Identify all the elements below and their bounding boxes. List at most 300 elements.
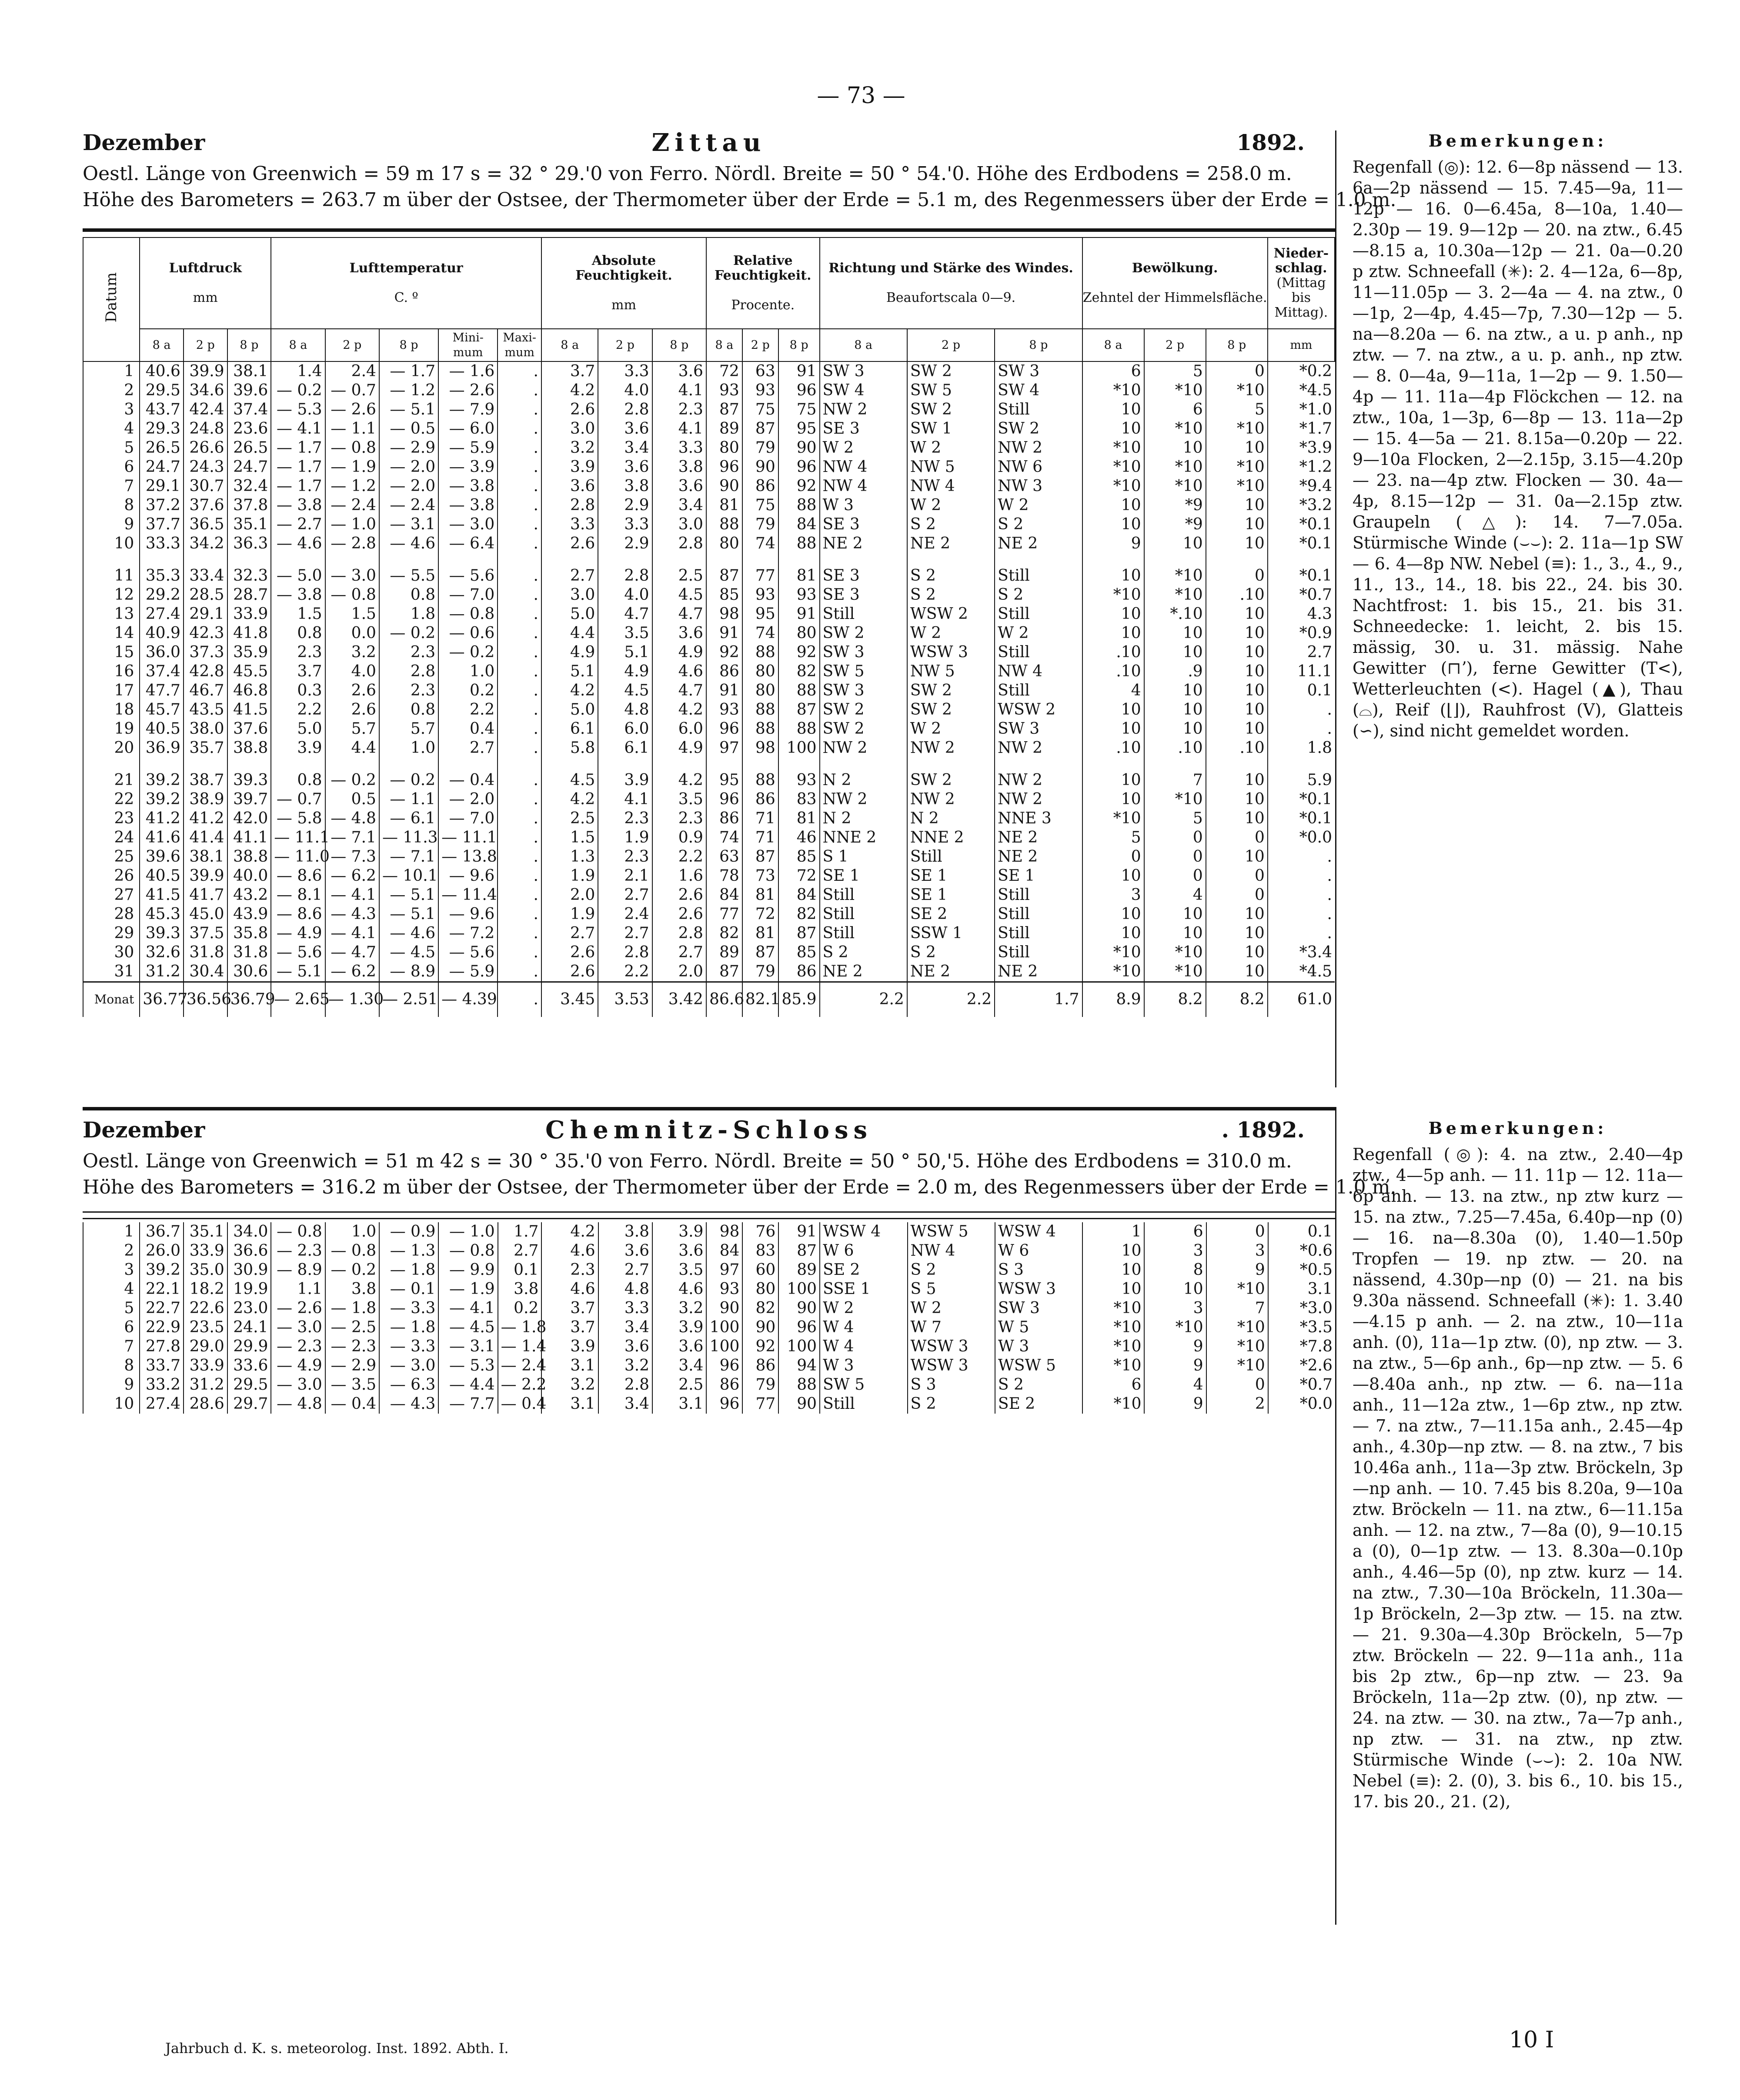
- table-cell: 10: [1082, 419, 1144, 438]
- table-cell: W 2: [907, 496, 995, 515]
- table-cell: .: [1268, 700, 1335, 719]
- table-cell: — 3.1: [379, 515, 438, 534]
- table-cell: 29.7: [227, 1394, 271, 1414]
- table-cell: 3.8: [498, 1280, 542, 1299]
- table-cell: 3.2: [541, 1375, 598, 1394]
- table-cell: *3.9: [1268, 438, 1335, 458]
- table-cell: 88: [742, 700, 778, 719]
- table-cell: 86: [706, 662, 742, 681]
- table-cell: *0.9: [1268, 624, 1335, 643]
- table-cell: 2.3: [379, 643, 438, 662]
- table-cell: *10: [1082, 458, 1144, 477]
- table-cell: .: [498, 905, 541, 924]
- table-cell: *2.6: [1268, 1356, 1335, 1375]
- table-cell: 1.5: [271, 605, 325, 624]
- table-cell: 0.2: [438, 681, 498, 700]
- table-cell: 24.3: [184, 458, 227, 477]
- page-number: — 73 —: [817, 83, 905, 109]
- table-cell: — 13.8: [438, 847, 498, 866]
- table-cell: 1: [83, 361, 140, 381]
- table-cell: 4.4: [325, 739, 379, 758]
- table-cell: 10: [1082, 866, 1144, 886]
- table-cell: — 4.39: [438, 982, 498, 1017]
- table-cell: 82: [778, 662, 820, 681]
- table-cell: 5: [1206, 400, 1268, 419]
- table-cell: 28: [83, 905, 140, 924]
- table-cell: 98: [742, 739, 778, 758]
- table-cell: 4: [83, 1280, 140, 1299]
- table-cell: — 9.6: [438, 905, 498, 924]
- sub-minimum: Mini-mum: [438, 329, 498, 361]
- table-cell: 10: [1082, 605, 1144, 624]
- table-cell: .: [1268, 905, 1335, 924]
- table-cell: 98: [706, 1222, 742, 1241]
- table-cell: 1: [1082, 1222, 1144, 1241]
- table-cell: — 1.2: [325, 477, 379, 496]
- table-cell: 1.3: [541, 847, 598, 866]
- table-cell: NW 2: [820, 400, 907, 419]
- table-cell: *0.0: [1268, 1394, 1335, 1414]
- table-cell: *9.4: [1268, 477, 1335, 496]
- table-cell: 2.0: [652, 962, 706, 982]
- table-cell: 3.8: [598, 477, 652, 496]
- table-cell: — 2.2: [498, 1375, 542, 1394]
- zittau-header: [83, 128, 1396, 213]
- table-cell: 2.3: [379, 681, 438, 700]
- table-cell: 39.3: [227, 771, 271, 790]
- table-cell: *9: [1144, 496, 1206, 515]
- table-cell: 90: [778, 1394, 820, 1414]
- table-cell: 43.9: [227, 905, 271, 924]
- table-cell: — 2.8: [325, 534, 379, 553]
- table-cell: Still: [995, 886, 1082, 905]
- table-row: [83, 662, 1335, 681]
- chemnitz-heights-line: Höhe des Barometers = 316.2 m über der Ostsee, der Thermometer über der Erde = 2.0 m, des Regenmessers über der Erde = 1.0 m.: [83, 1176, 1396, 1198]
- col-luftdruck: Luftdruck mm: [140, 237, 271, 329]
- table-cell: 10: [1206, 771, 1268, 790]
- table-cell: 5: [1144, 809, 1206, 828]
- table-cell: 10: [1144, 905, 1206, 924]
- table-cell: 4: [1144, 886, 1206, 905]
- table-cell: 86: [706, 1375, 742, 1394]
- table-cell: — 1.8: [379, 1318, 438, 1337]
- table-cell: 79: [742, 515, 778, 534]
- table-cell: 80: [742, 1280, 778, 1299]
- table-cell: — 2.9: [379, 438, 438, 458]
- table-cell: 4.2: [541, 790, 598, 809]
- table-cell: 35.1: [184, 1222, 227, 1241]
- table-cell: — 0.2: [325, 1261, 379, 1280]
- table-cell: — 1.7: [379, 361, 438, 381]
- table-cell: — 7.1: [379, 847, 438, 866]
- table-cell: 87: [706, 566, 742, 585]
- table-cell: SW 3: [995, 361, 1082, 381]
- table-row: [83, 605, 1335, 624]
- table-row: [83, 400, 1335, 419]
- table-cell: — 3.9: [438, 458, 498, 477]
- table-cell: 9: [83, 515, 140, 534]
- table-cell: — 0.4: [498, 1394, 542, 1414]
- table-cell: — 5.8: [271, 809, 325, 828]
- table-cell: W 2: [820, 438, 907, 458]
- table-cell: 24.7: [227, 458, 271, 477]
- table-cell: SW 2: [820, 719, 907, 739]
- table-cell: SW 5: [820, 1375, 907, 1394]
- table-cell: *4.5: [1268, 962, 1335, 982]
- table-cell: 4.2: [541, 381, 598, 400]
- table-cell: — 1.8: [325, 1299, 379, 1318]
- chemnitz-remarks-title: Bemerkungen:: [1428, 1118, 1607, 1138]
- table-cell: 40.6: [140, 361, 184, 381]
- table-cell: 36.5: [184, 515, 227, 534]
- table-cell: — 1.8: [498, 1318, 542, 1337]
- table-cell: WSW 5: [908, 1222, 995, 1241]
- table-cell: 4: [1082, 681, 1144, 700]
- monthly-mean-row: [83, 982, 1335, 1017]
- col-bewoelkung: Bewölkung. Zehntel der Himmelsfläche.: [1082, 237, 1268, 329]
- table-cell: Still: [820, 605, 907, 624]
- table-cell: WSW 5: [995, 1356, 1082, 1375]
- table-cell: 3.9: [598, 771, 652, 790]
- table-cell: — 4.1: [438, 1299, 498, 1318]
- table-cell: — 5.5: [379, 566, 438, 585]
- table-cell: .: [498, 866, 541, 886]
- table-cell: — 9.9: [438, 1261, 498, 1280]
- table-cell: W 3: [820, 1356, 907, 1375]
- table-cell: *10: [1206, 1356, 1268, 1375]
- table-cell: 7: [1206, 1299, 1268, 1318]
- table-cell: 6.1: [598, 739, 652, 758]
- table-cell: 2.6: [541, 962, 598, 982]
- table-cell: SW 3: [820, 681, 907, 700]
- table-cell: 3.6: [598, 1337, 652, 1356]
- table-cell: — 11.4: [438, 886, 498, 905]
- table-cell: SE 2: [820, 1261, 907, 1280]
- table-cell: 83: [778, 790, 820, 809]
- table-cell: 2.1: [598, 866, 652, 886]
- table-cell: — 0.8: [271, 1222, 325, 1241]
- table-cell: 0.4: [438, 719, 498, 739]
- table-cell: 100: [778, 1337, 820, 1356]
- sub-8a: 8 a: [271, 329, 325, 361]
- zittau-location-line: Oestl. Länge von Greenwich = 59 m 17 s = 32 ° 29.'0 von Ferro. Nördl. Breite = 50 ° 54.'0. Höhe des Erdbodens = 258.0 m.: [83, 163, 1292, 185]
- table-cell: — 2.51: [379, 982, 438, 1017]
- table-cell: 17: [83, 681, 140, 700]
- table-cell: 4.8: [598, 700, 652, 719]
- table-cell: 100: [706, 1337, 742, 1356]
- table-cell: SW 2: [907, 400, 995, 419]
- table-cell: 63: [742, 361, 778, 381]
- table-cell: 4.5: [652, 585, 706, 605]
- table-cell: 3.2: [598, 1356, 652, 1375]
- table-cell: 33.3: [140, 534, 184, 553]
- table-cell: 37.6: [227, 719, 271, 739]
- table-cell: S 2: [907, 943, 995, 962]
- table-cell: 91: [778, 361, 820, 381]
- table-cell: 86: [706, 809, 742, 828]
- table-cell: 0: [1144, 847, 1206, 866]
- table-cell: — 4.7: [325, 943, 379, 962]
- table-cell: 7: [83, 1337, 140, 1356]
- table-cell: 22.9: [140, 1318, 184, 1337]
- chemnitz-rule: [83, 1211, 1335, 1213]
- table-cell: S 1: [820, 847, 907, 866]
- table-cell: 35.9: [227, 643, 271, 662]
- table-cell: SW 4: [995, 381, 1082, 400]
- table-cell: 60: [742, 1261, 778, 1280]
- table-cell: — 0.4: [438, 771, 498, 790]
- table-cell: NW 2: [820, 790, 907, 809]
- table-cell: — 1.1: [325, 419, 379, 438]
- table-cell: 0.8: [379, 585, 438, 605]
- table-cell: 15: [83, 643, 140, 662]
- table-cell: 3.4: [652, 496, 706, 515]
- chemnitz-location-line: Oestl. Länge von Greenwich = 51 m 42 s = 30 ° 35.'0 von Ferro. Nördl. Breite = 50 ° 50,'5. Höhe des Erdbodens = 310.0 m.: [83, 1150, 1292, 1172]
- table-cell: 45.3: [140, 905, 184, 924]
- table-cell: *0.7: [1268, 1375, 1335, 1394]
- table-cell: SE 1: [907, 866, 995, 886]
- table-row: [83, 739, 1335, 758]
- table-cell: SW 4: [820, 381, 907, 400]
- table-cell: — 1.4: [498, 1337, 542, 1356]
- table-cell: 2.3: [598, 809, 652, 828]
- table-cell: 79: [742, 438, 778, 458]
- table-cell: 85: [706, 585, 742, 605]
- table-cell: 87: [778, 1241, 820, 1261]
- table-cell: 46.7: [184, 681, 227, 700]
- col-lufttemperatur: Lufttemperatur C. º: [271, 237, 541, 329]
- chemnitz-month: Dezember: [83, 1117, 205, 1143]
- table-cell: 40.5: [140, 866, 184, 886]
- table-cell: 2.7: [498, 1241, 542, 1261]
- table-cell: 82: [778, 905, 820, 924]
- table-cell: 96: [778, 1318, 820, 1337]
- table-cell: Still: [995, 643, 1082, 662]
- table-cell: 88: [778, 496, 820, 515]
- table-row: [83, 1261, 1335, 1280]
- table-cell: 6: [83, 458, 140, 477]
- table-cell: NNE 2: [907, 828, 995, 847]
- table-cell: 81: [778, 809, 820, 828]
- table-cell: SE 3: [820, 585, 907, 605]
- table-cell: 87: [742, 943, 778, 962]
- table-cell: 24.7: [140, 458, 184, 477]
- table-cell: 10: [1206, 847, 1268, 866]
- table-cell: 87: [742, 847, 778, 866]
- table-cell: 80: [706, 438, 742, 458]
- sheet-signature: 10 I: [1509, 2027, 1554, 2053]
- sub-8p: 8 p: [778, 329, 820, 361]
- table-cell: 9: [1206, 1261, 1268, 1280]
- table-cell: NW 2: [995, 438, 1082, 458]
- table-cell: NE 2: [907, 962, 995, 982]
- table-cell: 26: [83, 866, 140, 886]
- table-cell: NE 2: [820, 534, 907, 553]
- table-cell: 10: [1206, 643, 1268, 662]
- table-cell: 4.5: [541, 771, 598, 790]
- table-row: [83, 1318, 1335, 1337]
- table-cell: 0: [1206, 1375, 1268, 1394]
- table-cell: *10: [1144, 790, 1206, 809]
- table-cell: 93: [706, 381, 742, 400]
- table-row: [83, 515, 1335, 534]
- table-cell: 10: [1206, 700, 1268, 719]
- table-cell: 4: [83, 419, 140, 438]
- table-cell: 2.4: [325, 361, 379, 381]
- table-cell: 93: [778, 771, 820, 790]
- sub-2p: 2 p: [598, 329, 652, 361]
- table-cell: 1: [83, 1222, 140, 1241]
- table-cell: — 6.2: [325, 866, 379, 886]
- table-cell: — 6.2: [325, 962, 379, 982]
- table-cell: *0.5: [1268, 1261, 1335, 1280]
- table-cell: — 2.4: [379, 496, 438, 515]
- table-cell: 84: [706, 886, 742, 905]
- table-cell: 41.2: [184, 809, 227, 828]
- table-cell: .: [1268, 886, 1335, 905]
- table-cell: 10: [83, 1394, 140, 1414]
- table-cell: 8.2: [1206, 982, 1268, 1017]
- table-cell: 10: [1144, 924, 1206, 943]
- table-cell: 5.1: [598, 643, 652, 662]
- table-cell: 10: [1206, 905, 1268, 924]
- table-cell: 84: [706, 1241, 742, 1261]
- table-cell: — 2.7: [271, 515, 325, 534]
- table-cell: 92: [742, 1337, 778, 1356]
- table-cell: 39.9: [184, 866, 227, 886]
- table-cell: SE 1: [820, 866, 907, 886]
- table-row: [83, 585, 1335, 605]
- table-cell: — 7.3: [325, 847, 379, 866]
- table-cell: 8.2: [1144, 982, 1206, 1017]
- table-cell: .: [498, 886, 541, 905]
- table-cell: 72: [778, 866, 820, 886]
- table-cell: — 5.9: [438, 962, 498, 982]
- table-cell: 37.6: [184, 496, 227, 515]
- table-cell: 98: [706, 605, 742, 624]
- table-cell: — 0.4: [325, 1394, 379, 1414]
- table-cell: 10: [1206, 924, 1268, 943]
- table-cell: *10: [1082, 943, 1144, 962]
- table-cell: — 7.2: [438, 924, 498, 943]
- table-cell: 2.7: [1268, 643, 1335, 662]
- table-cell: — 0.2: [379, 624, 438, 643]
- table-cell: — 5.1: [271, 962, 325, 982]
- zittau-station: Zittau: [651, 128, 766, 157]
- row-spacer: [83, 758, 1335, 771]
- table-cell: *10: [1206, 1280, 1268, 1299]
- table-cell: 4.5: [598, 681, 652, 700]
- table-cell: — 4.5: [379, 943, 438, 962]
- table-cell: 3.2: [325, 643, 379, 662]
- table-cell: — 0.2: [379, 771, 438, 790]
- table-cell: 2.8: [652, 924, 706, 943]
- table-cell: 4.9: [541, 643, 598, 662]
- table-cell: — 3.8: [438, 477, 498, 496]
- table-row: [83, 886, 1335, 905]
- table-cell: NW 4: [995, 662, 1082, 681]
- table-cell: 0: [1206, 566, 1268, 585]
- table-cell: — 0.9: [379, 1222, 438, 1241]
- table-cell: 3.3: [652, 438, 706, 458]
- table-cell: 82: [742, 1299, 778, 1318]
- table-cell: 3.3: [541, 515, 598, 534]
- table-cell: W 6: [995, 1241, 1082, 1261]
- table-cell: 1.5: [541, 828, 598, 847]
- table-cell: 35.3: [140, 566, 184, 585]
- table-cell: SE 3: [820, 419, 907, 438]
- table-cell: Still: [995, 943, 1082, 962]
- table-cell: 8: [83, 1356, 140, 1375]
- table-cell: 47.7: [140, 681, 184, 700]
- table-cell: NW 4: [820, 477, 907, 496]
- table-row: [83, 1356, 1335, 1375]
- table-cell: 3.2: [652, 1299, 706, 1318]
- table-cell: 1.6: [652, 866, 706, 886]
- table-cell: 88: [778, 681, 820, 700]
- table-cell: .10: [1082, 643, 1144, 662]
- table-cell: *0.7: [1268, 585, 1335, 605]
- table-cell: 4.6: [541, 1280, 598, 1299]
- table-cell: 90: [706, 477, 742, 496]
- sub-8p: 8 p: [379, 329, 438, 361]
- table-cell: *10: [1144, 585, 1206, 605]
- table-cell: 10: [1144, 438, 1206, 458]
- table-cell: — 5.9: [438, 438, 498, 458]
- table-cell: 3.4: [652, 1356, 706, 1375]
- table-cell: — 4.8: [271, 1394, 325, 1414]
- table-cell: 11: [83, 566, 140, 585]
- table-cell: 24.1: [227, 1318, 271, 1337]
- table-cell: 4.1: [598, 790, 652, 809]
- table-cell: 2.2: [271, 700, 325, 719]
- table-cell: 1.0: [438, 662, 498, 681]
- table-cell: 2.3: [652, 400, 706, 419]
- table-cell: 3.9: [652, 1222, 706, 1241]
- table-cell: .: [498, 515, 541, 534]
- table-cell: *0.1: [1268, 566, 1335, 585]
- table-cell: 29.3: [140, 419, 184, 438]
- table-cell: 88: [778, 1375, 820, 1394]
- table-cell: 35.8: [227, 924, 271, 943]
- table-cell: — 6.4: [438, 534, 498, 553]
- table-cell: 4.1: [652, 419, 706, 438]
- table-cell: 31.2: [184, 1375, 227, 1394]
- table-cell: 82: [706, 924, 742, 943]
- table-cell: 80: [742, 662, 778, 681]
- table-cell: 95: [778, 419, 820, 438]
- table-row: [83, 1280, 1335, 1299]
- table-cell: 3.4: [598, 1394, 652, 1414]
- table-cell: S 3: [995, 1261, 1082, 1280]
- table-cell: *3.2: [1268, 496, 1335, 515]
- table-cell: 5.1: [541, 662, 598, 681]
- table-cell: .: [498, 419, 541, 438]
- table-cell: 1.5: [325, 605, 379, 624]
- table-cell: 18.2: [184, 1280, 227, 1299]
- table-cell: 0.1: [1268, 1222, 1335, 1241]
- table-cell: 3.42: [652, 982, 706, 1017]
- table-cell: — 2.3: [271, 1241, 325, 1261]
- table-cell: 3.6: [598, 458, 652, 477]
- table-cell: 3.3: [598, 1299, 652, 1318]
- table-cell: 86: [778, 962, 820, 982]
- table-cell: 95: [706, 771, 742, 790]
- table-cell: 22.6: [184, 1299, 227, 1318]
- table-cell: 3.1: [541, 1356, 598, 1375]
- table-cell: 2.8: [598, 400, 652, 419]
- table-cell: 6: [83, 1318, 140, 1337]
